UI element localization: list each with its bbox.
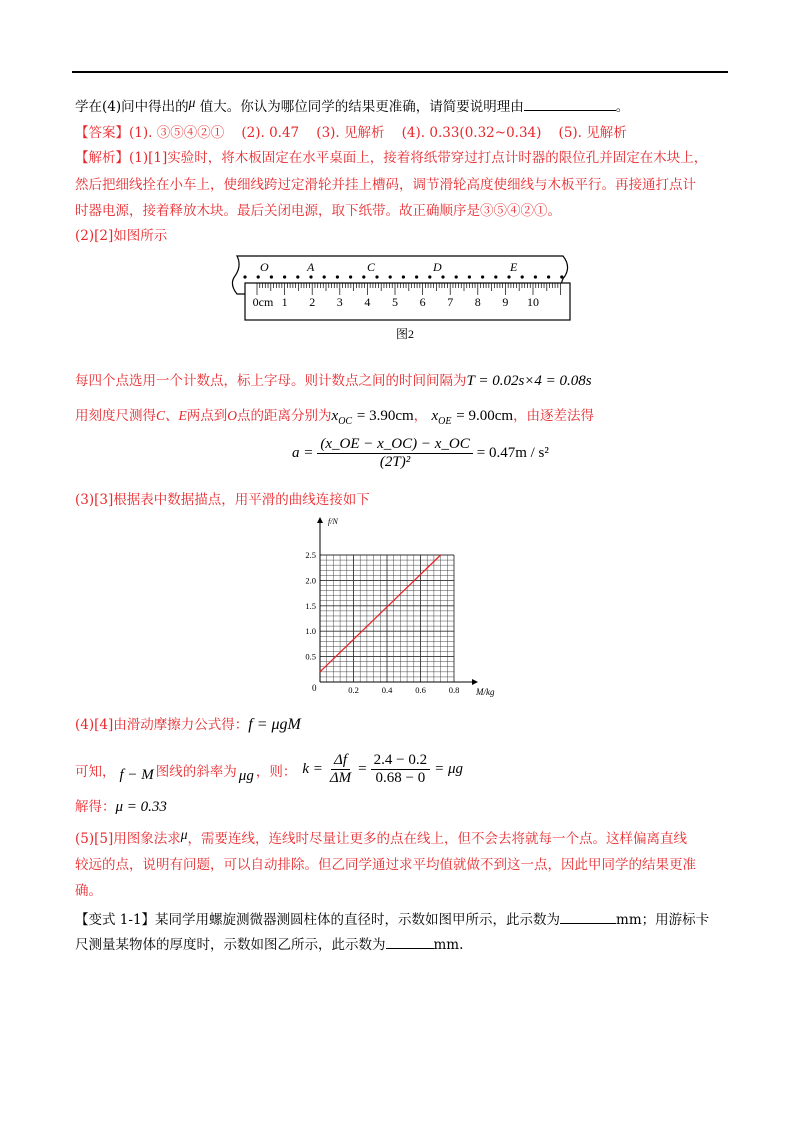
y-axis-label: f/N [328,517,338,526]
analysis-p4-line2: 可知， f − M 图线的斜率为 μg ，则： k = $\frac{\Delta f}{\Delta M}$ = $\frac{2.4 - 0.2}{0.68 - 0}$ = μg [75,752,464,786]
variant-line1: 【变式 1-1】某同学用螺旋测微器测圆柱体的直径时，示数如图甲所示，此示数为 mm；用游标卡 [75,909,709,930]
tape-letter: D [433,260,442,274]
tape-letter: C [367,260,376,274]
tape-dot [270,275,273,278]
analysis-p4-line3: 解得：μ = 0.33 [75,799,167,815]
analysis-p5-line1: (5)[5]用图象法求μ，需要连线，连线时尽量让更多的点在线上，但不会去将就每一个点。这样偏离直线 [75,827,688,847]
tape-dot [257,275,260,278]
tape-dot [521,275,524,278]
tape-letter: A [307,260,315,274]
ruler-label: 8 [474,295,481,309]
y-axis-arrow [317,517,323,523]
tape-dot [402,275,405,278]
tape-dot [507,275,510,278]
acceleration-formula: a = $\frac{(x\_OE - x\_OC) - x\_OC}{\text{(2T)²}}$ = 0.47m / s² [292,436,549,470]
ruler-label: 2 [309,295,316,309]
x-tick-label: 0.6 [415,685,426,695]
y-tick-label: 1.5 [305,600,316,611]
tape-dot [415,275,418,278]
ruler-label: 4 [364,295,371,309]
tape-dot [428,275,431,278]
ruler-figure [225,250,575,345]
analysis-p2-title: (2)[2]如图所示 [75,228,168,244]
analysis-p5-line3: 确。 [75,883,102,899]
ruler-label: 6 [419,295,426,309]
ruler-label: 9 [502,295,509,309]
x-tick-label: 0.4 [381,685,393,695]
ruler-label: 3 [336,295,343,309]
y-tick-label: 2.0 [305,575,316,586]
tape-dot [349,275,352,278]
analysis-p2-line2: 用刻度尺测得C、E两点到O点的距离分别为$x_{OC} = 3.90cm$， $x_{OE} = 9.00cm$，由逐差法得 [75,408,595,427]
analysis-p3-title: (3)[3]根据表中数据描点，用平滑的曲线连接如下 [75,492,370,508]
tape-dot [468,275,471,278]
x-tick-label: 0.8 [448,685,460,695]
tape-letter: O [260,260,269,274]
tape-letter: E [510,260,518,274]
analysis-p1-line1: 【解析】(1)[1]实验时，将木板固定在水平桌面上，接着将纸带穿过打点计时器的限位孔并固定在木块上， [75,150,708,166]
analysis-p1-line2: 然后把细线拴在小车上，使细线跨过定滑轮并挂上槽码，调节滑轮高度使细线与木板平行。再接通打点计 [75,177,696,193]
tape-dot [336,275,339,278]
tape-dot [560,275,563,278]
y-tick-label: 2.5 [305,550,316,560]
intro-line: 学在(4)问中得出的μ 值大。你认为哪位同学的结果更准确，请简要说明理由 。 [75,95,630,115]
tape-dot [494,275,497,278]
tape-dot [283,275,286,278]
tape-dot [547,275,550,278]
ruler-caption: 图2 [395,327,415,341]
tape-dot [455,275,458,278]
tape-dot [309,275,312,278]
ruler-label: 5 [392,295,398,309]
ruler-label: 1 [281,295,288,309]
tape-dot [441,275,444,278]
x-tick-label: 0.2 [348,685,359,695]
tape-dot [375,275,378,278]
slope-formula: k = $\frac{\Delta f}{\Delta M}$ = $\frac{2.4 - 0.2}{0.68 - 0}$ = μg [302,752,464,786]
analysis-p1-line3: 时器电源，接着释放木块。最后关闭电源，取下纸带。故正确顺序是③⑤④②①。 [75,203,561,219]
tape-dot [243,275,246,278]
x-axis-arrow [472,679,478,685]
ruler-label: 0cm [252,295,274,309]
tape-dot [534,275,537,278]
y-tick-label: 0.5 [305,651,316,662]
variant-blank-2 [386,934,434,949]
header-rule [72,71,728,73]
chart-y-ticks [305,550,316,662]
answer-blank [524,96,616,111]
answer-line: 【答案】(1). ③⑤④②① (2). 0.47 (3). 见解析 (4). 0.33(0.32~0.34) (5). 见解析 [75,125,627,141]
f-m-chart [298,515,508,700]
x-axis-label: M/kg [476,687,495,697]
tape-dot [296,275,299,278]
tape-dot [362,275,365,278]
tape-dot [323,275,326,278]
variant-blank-1 [560,909,616,924]
x-oe-formula: $x_{OE} = 9.00cm$ [431,408,514,427]
analysis-p4-title: (4)[4]由滑动摩擦力公式得：f = μgM [75,716,301,733]
ruler-label: 7 [447,295,454,309]
origin-label: 0 [312,683,317,693]
x-oc-formula: $x_{OC} = 3.90cm$ [331,408,414,427]
tape-dot [389,275,392,278]
analysis-p5-line2: 较远的点，说明有问题，可以自动排除。但乙同学通过求平均值就做不到这一点，因此甲同学的结果更准 [75,857,696,873]
chart-grid [320,555,454,682]
ruler-label: 10 [527,295,539,309]
tape-dot [481,275,484,278]
analysis-p2-line1: 每四个点选用一个计数点，标上字母。则计数点之间的时间间隔为T = 0.02s×4 = 0.08s [75,373,592,389]
variant-line2: 尺测量某物体的厚度时，示数如图乙所示，此示数为 mm. [75,934,463,955]
y-tick-label: 1.0 [305,626,316,637]
chart-x-ticks [348,685,459,695]
ruler-body [245,283,570,320]
